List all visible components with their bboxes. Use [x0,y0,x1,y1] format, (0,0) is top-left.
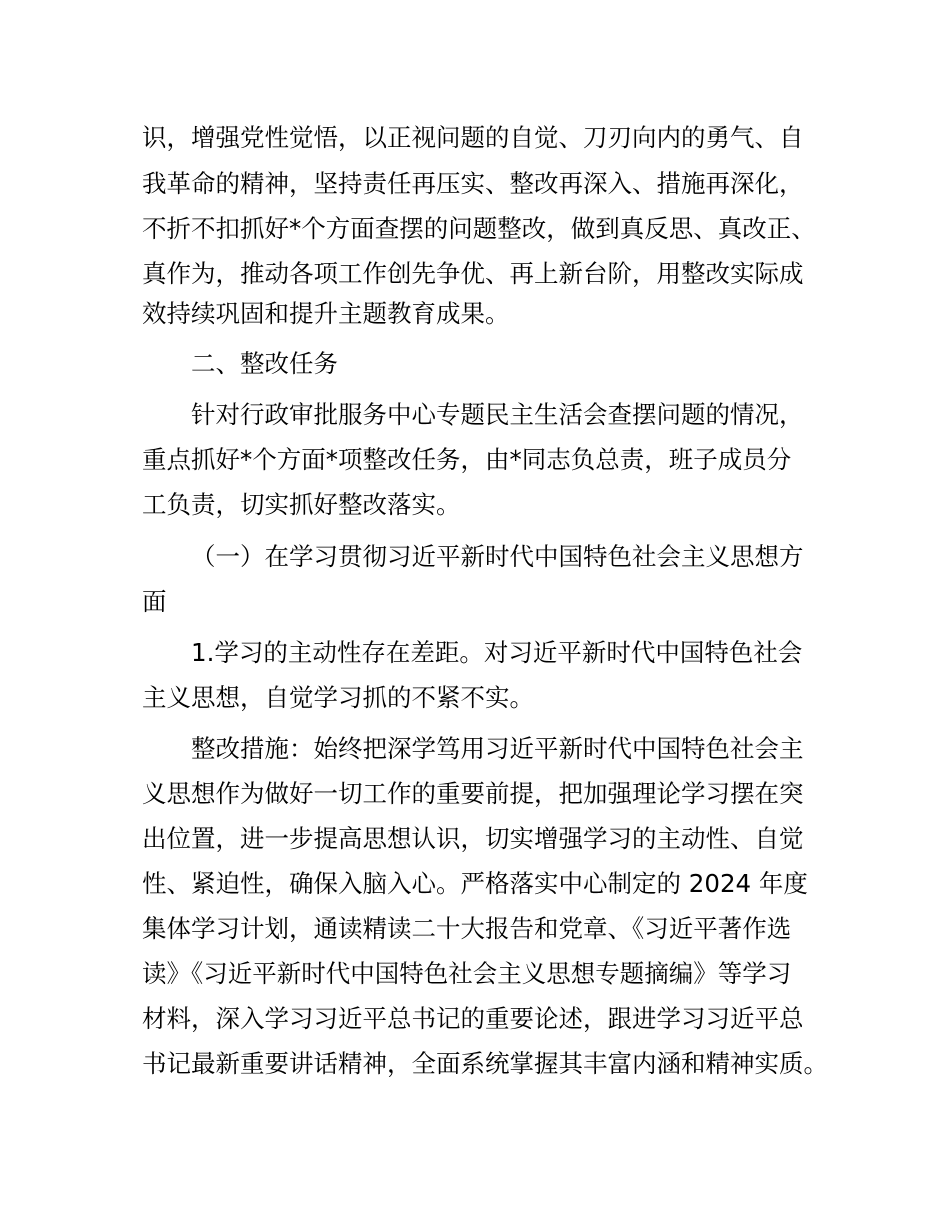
paragraph-line: 出位置，进一步提高思想认识，切实增强学习的主动性、自觉 [142,824,804,853]
paragraph-line: 书记最新重要讲话精神，全面系统掌握其丰富内涵和精神实质。 [142,1049,828,1078]
paragraph-line: 真作为，推动各项工作创先争优、再上新台阶，用整改实际成 [142,259,804,288]
paragraph-line: 1.学习的主动性存在差距。对习近平新时代中国特色社会 [191,638,803,667]
paragraph-line: 材料，深入学习习近平总书记的重要论述，跟进学习习近平总 [142,1004,804,1033]
subsection-heading-cont: 面 [142,587,167,616]
paragraph-line: 不折不扣抓好*个方面查摆的问题整改，做到真反思、真改正、 [142,214,816,243]
paragraph-line: 效持续巩固和提升主题教育成果。 [142,299,510,328]
paragraph-line: 我革命的精神，坚持责任再压实、整改再深入、措施再深化， [142,169,804,198]
paragraph-line: 工负责，切实抓好整改落实。 [142,490,461,519]
paragraph-line: 主义思想，自觉学习抓的不紧不实。 [142,683,534,712]
paragraph-line: 识，增强党性觉悟，以正视问题的自觉、刀刃向内的勇气、自 [142,123,804,152]
subsection-heading: （一）在学习贯彻习近平新时代中国特色社会主义思想方 [191,542,804,571]
section-heading: 二、整改任务 [191,349,338,378]
paragraph-line: 义思想作为做好一切工作的重要前提，把加强理论学习摆在突 [142,779,804,808]
paragraph-line: 读》《习近平新时代中国特色社会主义思想专题摘编》等学习 [142,959,792,988]
paragraph-line: 集体学习计划，通读精读二十大报告和党章、《习近平著作选 [142,914,792,943]
paragraph-line: 针对行政审批服务中心专题民主生活会查摆问题的情况， [191,400,804,429]
paragraph-line: 整改措施：始终把深学笃用习近平新时代中国特色社会主 [191,734,804,763]
paragraph-line: 重点抓好*个方面*项整改任务，由*同志负总责，班子成员分 [142,445,792,474]
paragraph-line: 性、紧迫性，确保入脑入心。严格落实中心制定的 2024 年度 [142,869,808,898]
